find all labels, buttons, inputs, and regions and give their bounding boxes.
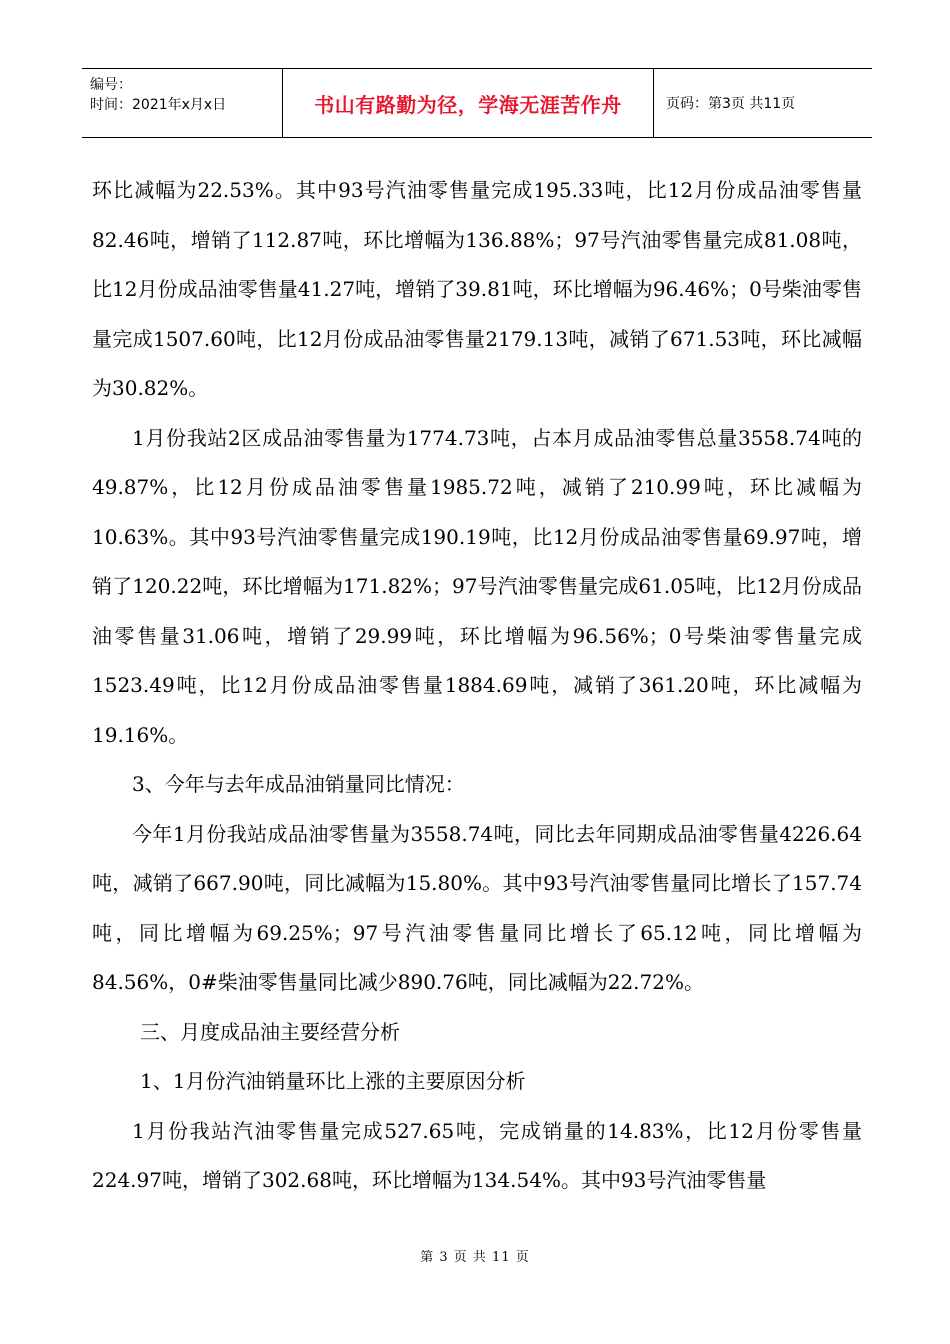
section-heading-analysis: 三、月度成品油主要经营分析 <box>140 1019 400 1044</box>
paragraph-gasoline-sales: 1月份我站汽油零售量完成527.65吨，完成销量的14.83%，比12月份零售量224.97吨，增销了302.68吨，环比增幅为134.54%。其中93号汽油零售量 <box>92 1118 862 1192</box>
header-motto: 书山有路勤为径，学海无涯苦作舟 <box>282 69 654 137</box>
document-number-label: 编号： <box>90 77 132 93</box>
paragraph-zone2-sales: 1月份我站2区成品油零售量为1774.73吨，占本月成品油零售总量3558.74吨的49.87%，比12月份成品油零售量1985.72吨，减销了210.99吨，环比减幅为10.63%。其中93号汽油零售量完成190.19吨，比12月份成品油零售量69.97吨，增销了120.22吨，环比增幅为171.82%；97号汽油零售量完成61.05吨，比12月份成品油零售量31.06吨，增销了29.99吨，环比增幅为96.56%；0号柴油零售量完成1523.49吨，比12月份成品油零售量1884.69吨，减销了361.20吨，环比减幅为19.16%。 <box>92 425 862 747</box>
header-meta <box>82 69 282 137</box>
paragraph-continuation: 环比减幅为22.53%。其中93号汽油零售量完成195.33吨，比12月份成品油零售量82.46吨，增销了112.87吨，环比增幅为136.88%；97号汽油零售量完成81.08吨，比12月份成品油零售量41.27吨，增销了39.81吨，环比增幅为96.46%；0号柴油零售量完成1507.60吨，比12月份成品油零售量2179.13吨，减销了671.53吨，环比减幅为30.82%。 <box>92 178 862 400</box>
header-page-info: 页码：第3页 共11页 <box>666 96 796 112</box>
document-body <box>92 166 862 1206</box>
section-heading-yoy: 3、今年与去年成品油销量同比情况： <box>132 772 465 796</box>
page-header <box>82 68 872 138</box>
page-footer: 第 3 页 共 11 页 <box>420 1250 530 1265</box>
paragraph-yoy-sales: 今年1月份我站成品油零售量为3558.74吨，同比去年同期成品油零售量4226.64吨，减销了667.90吨，同比减幅为15.80%。其中93号汽油零售量同比增长了157.74吨，同比增幅为69.25%；97号汽油零售量同比增长了65.12吨，同比增幅为84.56%，0#柴油零售量同比减少890.76吨，同比减幅为22.72%。 <box>92 821 862 994</box>
document-time-label: 时间：2021年x月x日 <box>90 97 227 113</box>
subsection-heading-gasoline: 1、1月份汽油销量环比上涨的主要原因分析 <box>140 1069 526 1093</box>
